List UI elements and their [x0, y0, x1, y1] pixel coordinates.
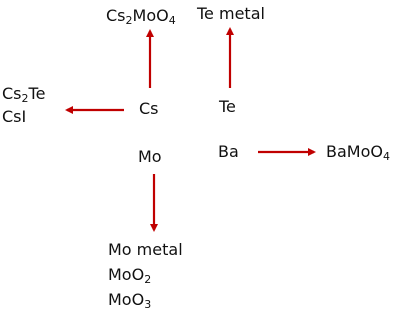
product-te-metal: Te metal: [197, 4, 265, 23]
product-moo2: MoO$_2$: [108, 265, 152, 286]
node-mo: Mo: [138, 147, 162, 166]
product-cs2moo4: $Cs_2MoO_4$: [106, 6, 176, 27]
node-ba: Ba: [218, 142, 239, 161]
product-bamoo4: BaMoO$_4$: [326, 142, 390, 163]
node-te: Te: [219, 97, 236, 116]
product-moo3: MoO$_3$: [108, 290, 152, 311]
product-cs2te: $Cs_2Te$: [2, 84, 46, 105]
node-cs: Cs: [139, 99, 159, 118]
product-csi: CsI: [2, 107, 27, 126]
product-mo-metal: Mo metal: [108, 240, 183, 259]
